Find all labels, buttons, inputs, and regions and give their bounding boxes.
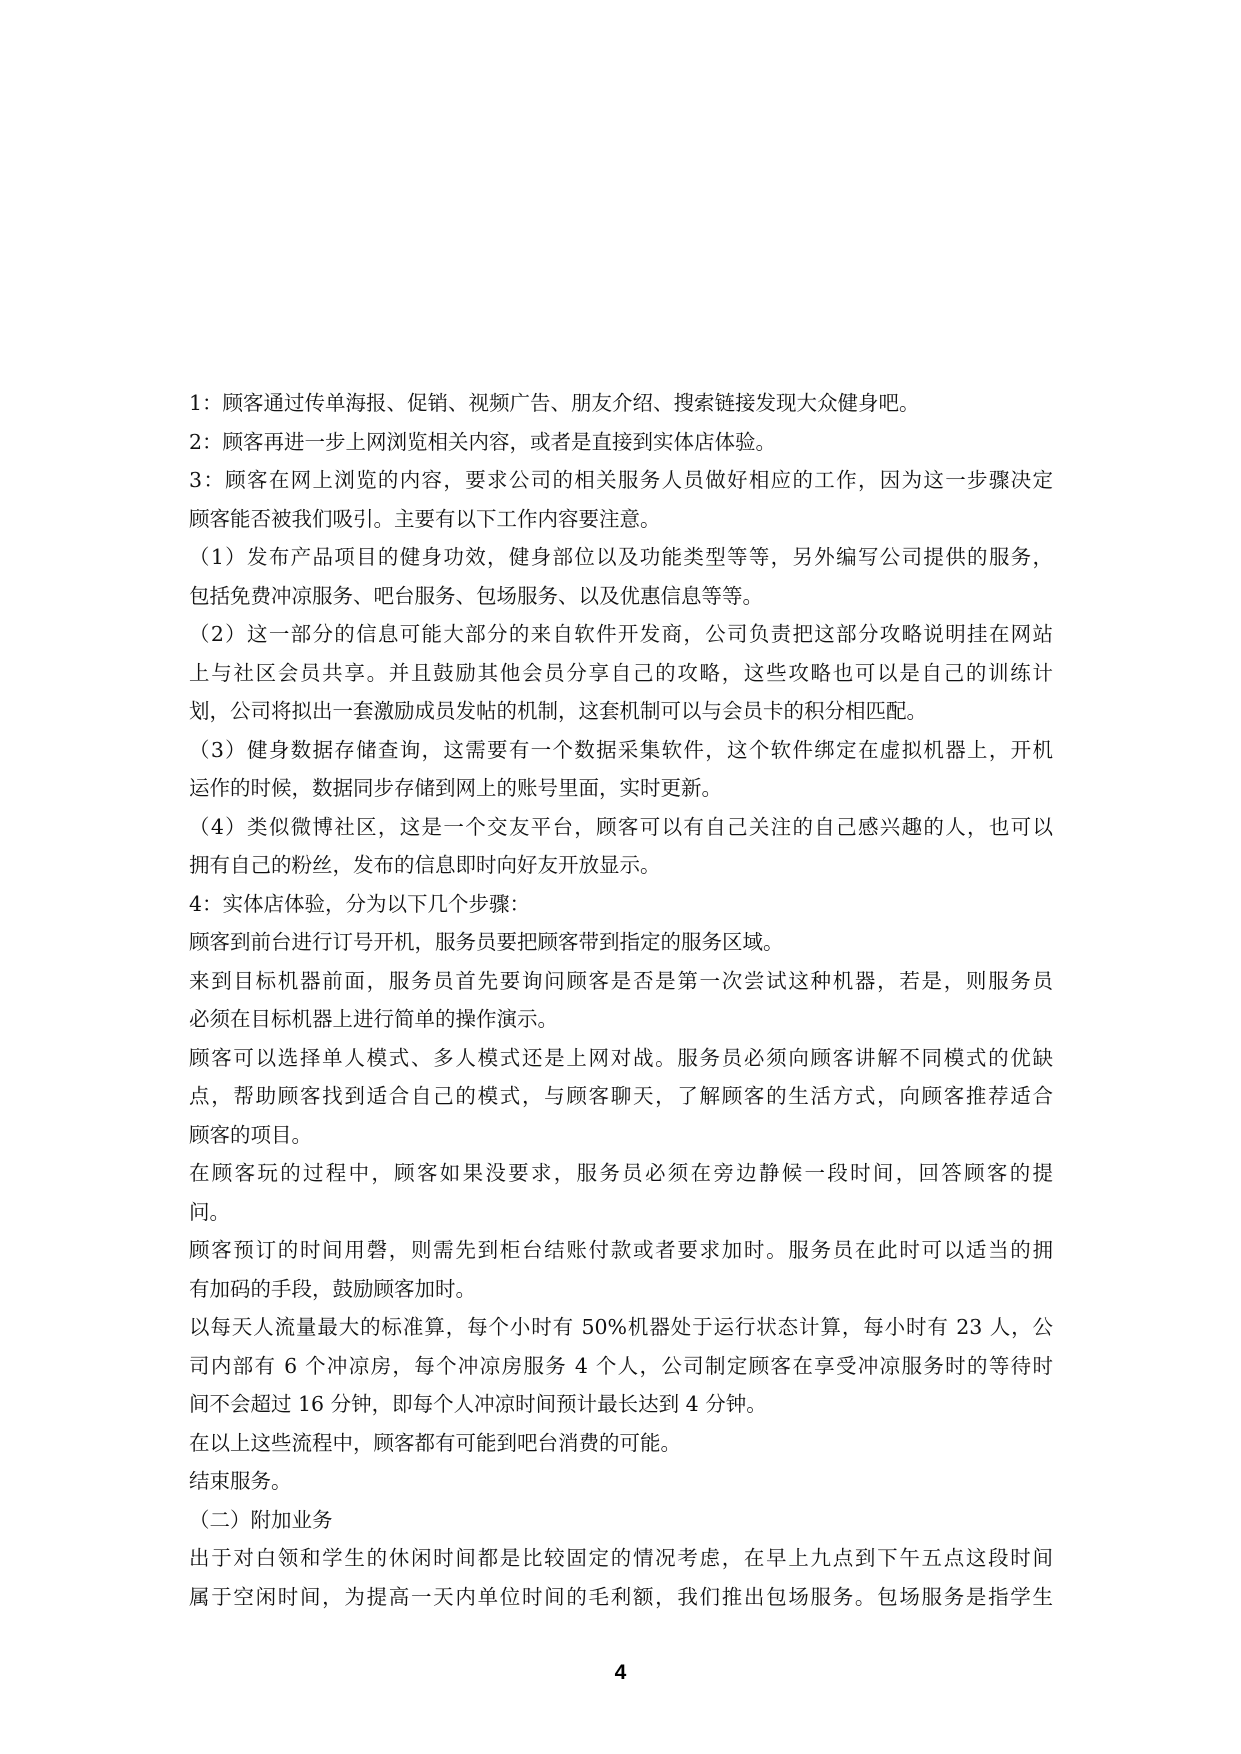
text-line: 在顾客玩的过程中，顾客如果没要求，服务员必须在旁边静候一段时间，回答顾客的提 — [189, 1161, 1053, 1185]
text-line: 在以上这些流程中，顾客都有可能到吧台消费的可能。 — [189, 1430, 681, 1455]
text-line: 结束服务。 — [189, 1469, 292, 1493]
text-line: 2：顾客再进一步上网浏览相关内容，或者是直接到实体店体验。 — [189, 429, 777, 454]
text-line: 顾客的项目。 — [189, 1122, 312, 1147]
text-line: 以每天人流量最大的标准算，每个小时有 50%机器处于运行状态计算，每小时有 23 人，公 — [189, 1315, 1053, 1339]
text-line: 1：顾客通过传单海报、促销、视频广告、朋友介绍、搜索链接发现大众健身吧。 — [189, 391, 920, 415]
text-line: 属于空闲时间，为提高一天内单位时间的毛利额，我们推出包场服务。包场服务是指学生 — [189, 1584, 1053, 1609]
text-line: （3）健身数据存储查询，这需要有一个数据采集软件，这个软件绑定在虚拟机器上，开机 — [189, 737, 1053, 762]
text-line: 有加码的手段，鼓励顾客加时。 — [189, 1276, 476, 1301]
text-line: 顾客能否被我们吸引。主要有以下工作内容要注意。 — [189, 506, 661, 531]
text-line: 划，公司将拟出一套激励成员发帖的机制，这套机制可以与会员卡的积分相匹配。 — [189, 699, 927, 723]
text-line: 3：顾客在网上浏览的内容，要求公司的相关服务人员做好相应的工作，因为这一步骤决定 — [189, 468, 1053, 492]
text-line: 出于对白领和学生的休闲时间都是比较固定的情况考虑，在早上九点到下午五点这段时间 — [189, 1546, 1053, 1570]
text-line: 包括免费冲凉服务、吧台服务、包场服务、以及优惠信息等等。 — [189, 583, 763, 608]
page-number: 4 — [614, 1661, 627, 1684]
text-line: 运作的时候，数据同步存储到网上的账号里面，实时更新。 — [189, 776, 722, 800]
text-line: 点，帮助顾客找到适合自己的模式，与顾客聊天，了解顾客的生活方式，向顾客推荐适合 — [189, 1084, 1053, 1108]
text-line: （2）这一部分的信息可能大部分的来自软件开发商，公司负责把这部分攻略说明挂在网站 — [189, 622, 1053, 646]
text-line: 必须在目标机器上进行简单的操作演示。 — [189, 1007, 558, 1031]
text-line: 间不会超过 16 分钟，即每个人冲凉时间预计最长达到 4 分钟。 — [189, 1392, 767, 1416]
text-line: 顾客到前台进行订号开机，服务员要把顾客带到指定的服务区域。 — [189, 930, 784, 954]
text-line: （4）类似微博社区，这是一个交友平台，顾客可以有自己关注的自己感兴趣的人，也可以 — [189, 814, 1053, 839]
document-body — [189, 384, 1053, 1616]
text-line: 来到目标机器前面，服务员首先要询问顾客是否是第一次尝试这种机器，若是，则服务员 — [189, 968, 1053, 993]
text-line: 问。 — [189, 1199, 230, 1224]
text-line: 顾客预订的时间用磬，则需先到柜台结账付款或者要求加时。服务员在此时可以适当的拥 — [189, 1238, 1053, 1262]
text-line: 4：实体店体验，分为以下几个步骤： — [189, 891, 531, 916]
text-line: 司内部有 6 个冲凉房，每个冲凉房服务 4 个人，公司制定顾客在享受冲凉服务时的等待时 — [189, 1353, 1053, 1378]
text-line: 上与社区会员共享。并且鼓励其他会员分享自己的攻略，这些攻略也可以是自己的训练计 — [189, 660, 1053, 685]
text-line: （二）附加业务 — [189, 1507, 333, 1532]
text-line: 顾客可以选择单人模式、多人模式还是上网对战。服务员必须向顾客讲解不同模式的优缺 — [189, 1045, 1053, 1070]
text-line: 拥有自己的粉丝，发布的信息即时向好友开放显示。 — [189, 853, 661, 877]
text-line: （1）发布产品项目的健身功效，健身部位以及功能类型等等，另外编写公司提供的服务， — [189, 545, 1053, 569]
